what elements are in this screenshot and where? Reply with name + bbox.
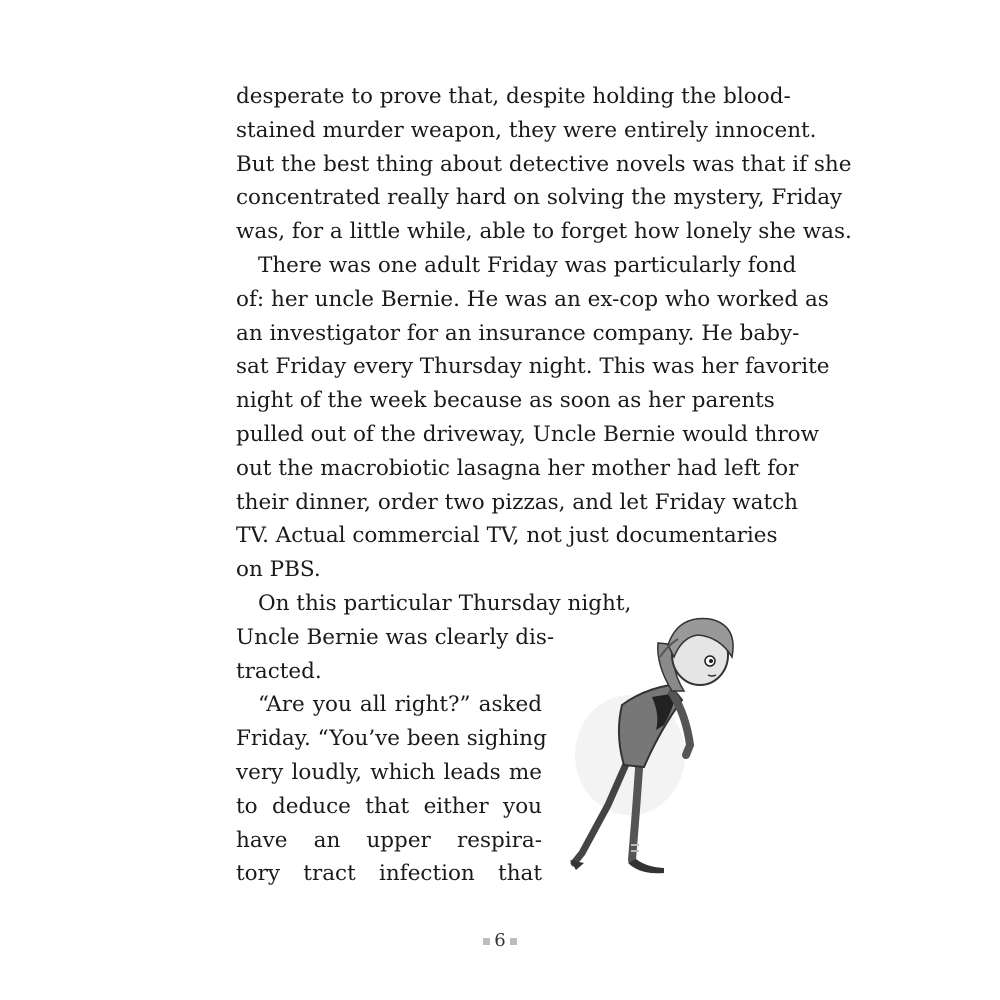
text-line: on PBS.	[236, 557, 321, 583]
text-line: tracted.	[236, 658, 322, 684]
text-line: an investigator for an insurance company. He baby-	[236, 320, 800, 346]
page-number-text: 6	[494, 930, 506, 951]
text-line: There was one adult Friday was particularly fond	[258, 252, 797, 278]
text-line: TV. Actual commercial TV, not just documentaries	[236, 523, 778, 549]
text-line: night of the week because as soon as her parents	[236, 388, 775, 414]
girl-illustration	[560, 605, 750, 885]
page-number	[0, 930, 1000, 951]
text-line: have an upper respira-	[236, 827, 542, 853]
text-line: of: her uncle Bernie. He was an ex-cop who worked as	[236, 286, 829, 312]
text-line: Friday. “You’ve been sighing	[236, 726, 547, 752]
text-line: very loudly, which leads me	[236, 759, 542, 785]
text-line: out the macrobiotic lasagna her mother had left for	[236, 455, 799, 481]
text-line: “Are you all right?” asked	[258, 692, 542, 718]
text-line: On this particular Thursday night,	[258, 590, 632, 616]
page-number-ornament-left	[483, 938, 490, 945]
text-line: stained murder weapon, they were entirely innocent.	[236, 117, 817, 143]
text-line: sat Friday every Thursday night. This was her favorite	[236, 354, 830, 380]
text-line: their dinner, order two pizzas, and let Friday watch	[236, 489, 799, 515]
text-line: was, for a little while, able to forget how lonely she was.	[236, 219, 852, 245]
page-number-ornament-right	[510, 938, 517, 945]
text-line: tory tract infection that	[236, 861, 542, 887]
text-line: pulled out of the driveway, Uncle Bernie would throw	[236, 421, 819, 447]
text-line: Uncle Bernie was clearly dis-	[236, 624, 555, 650]
text-line: to deduce that either you	[236, 793, 542, 819]
text-line: desperate to prove that, despite holding the blood-	[236, 84, 791, 109]
text-line: concentrated really hard on solving the mystery, Friday	[236, 185, 843, 211]
text-line: But the best thing about detective novels was that if she	[236, 151, 852, 177]
